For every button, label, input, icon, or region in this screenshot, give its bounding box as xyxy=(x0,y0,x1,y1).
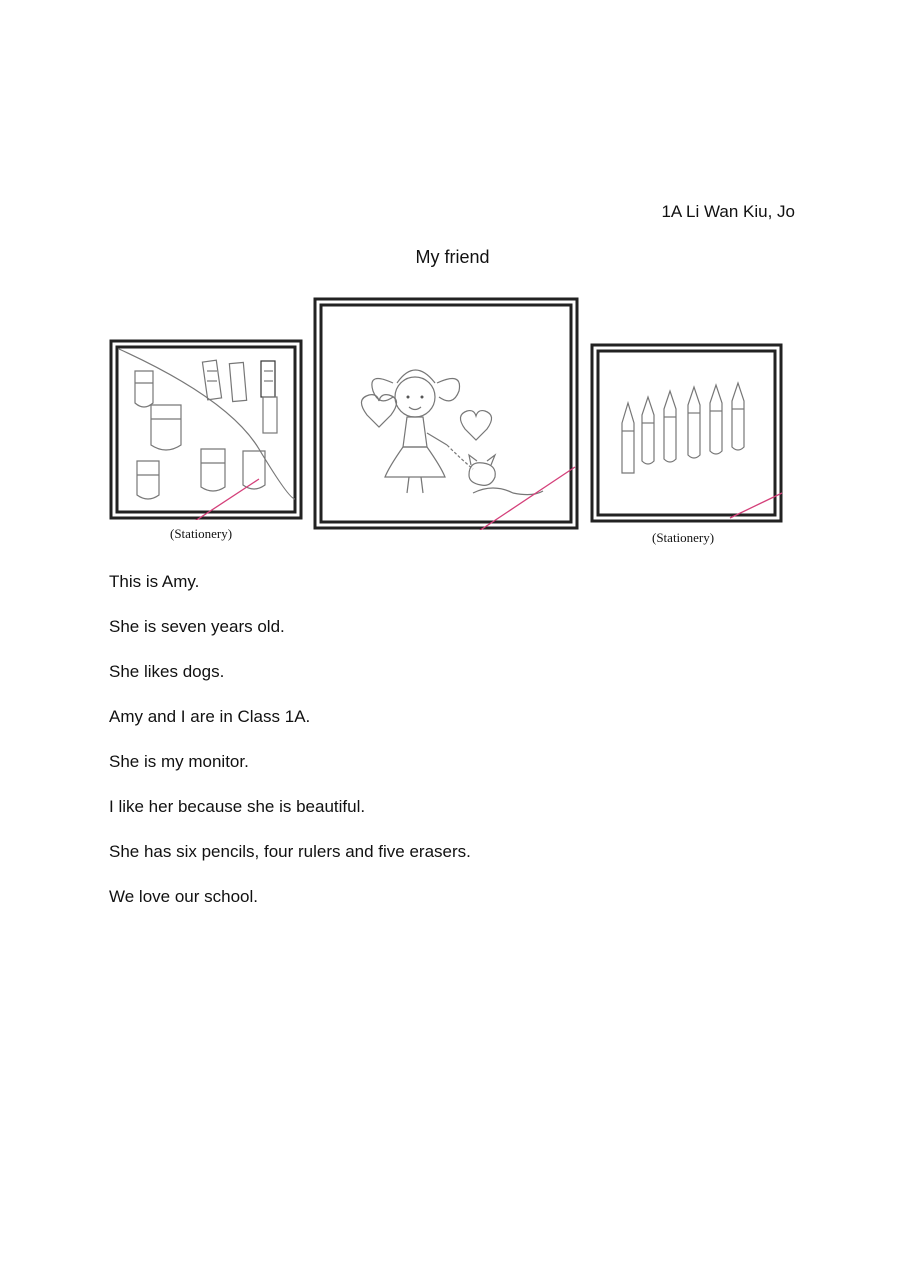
caption-stationery-right: (Stationery) xyxy=(652,530,715,545)
story-text xyxy=(109,572,471,932)
sentence: This is Amy. xyxy=(109,572,200,591)
sentence: She is seven years old. xyxy=(109,617,285,636)
stationery-drawing-left xyxy=(109,339,303,520)
stationery-drawing-right xyxy=(590,343,783,523)
caption-stationery-left: (Stationery) xyxy=(170,526,233,541)
sentence: She likes dogs. xyxy=(109,662,225,681)
author-line: 1A Li Wan Kiu, Jo xyxy=(661,202,795,221)
page-title: My friend xyxy=(415,247,490,267)
sentence: She has six pencils, four rulers and five erasers. xyxy=(109,842,471,861)
sentence: Amy and I are in Class 1A. xyxy=(109,707,311,726)
sentence: She is my monitor. xyxy=(109,752,249,771)
sentence: I like her because she is beautiful. xyxy=(109,797,366,816)
friend-drawing-center xyxy=(313,297,579,530)
sentence: We love our school. xyxy=(109,887,258,906)
